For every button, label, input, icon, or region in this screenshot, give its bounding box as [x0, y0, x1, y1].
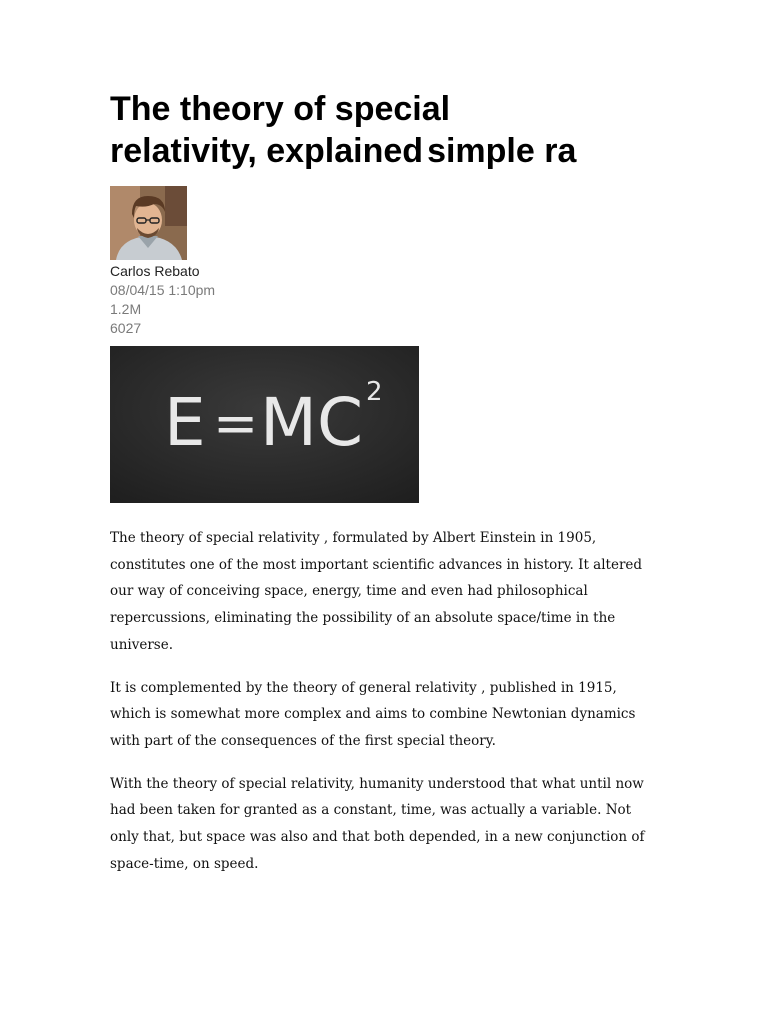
author-name[interactable]: Carlos Rebato: [110, 263, 200, 279]
article-title-line-1: The theory of special: [110, 90, 451, 128]
author-photo-icon: [110, 186, 187, 260]
view-count: 1.2M: [110, 301, 142, 317]
article-title-line-2: [110, 130, 670, 172]
formula-text: [164, 377, 383, 461]
formula-right: MC: [260, 384, 364, 461]
formula-exponent: 2: [366, 377, 383, 407]
paragraph-1: The theory of special relativity , formulated by Albert Einstein in 1905, constitutes one of the most important scientific advances in history. It altered our way of conceiving space, energy, time and even had philosophical repercussions, eliminating the possibility of an absolute space/time in the universe.: [110, 530, 643, 653]
publish-date: 08/04/15 1:10pm: [110, 282, 216, 298]
article-title-line-2-part-a: relativity, explained: [110, 132, 424, 170]
article-body: [110, 525, 660, 893]
share-count: 6027: [110, 320, 142, 336]
chalkboard-formula-image: [110, 346, 419, 503]
hero-image: [110, 346, 419, 503]
article-title-line-2-part-b: simple ra: [427, 132, 577, 170]
author-avatar[interactable]: [110, 186, 187, 260]
formula-equals: =: [213, 392, 259, 455]
paragraph-3: With the theory of special relativity, humanity understood that what until now had been taken for granted as a constant, time, was actually a variable. Not only that, but space was also and that both depended, in a new conjunction of space-time, on speed.: [110, 775, 645, 872]
formula-left: E: [164, 384, 206, 461]
article-title: [110, 88, 670, 172]
paragraph-2: It is complemented by the theory of general relativity , published in 1915, which is somewhat more complex and aims to combine Newtonian dynamics with part of the consequences of the first special theory.: [110, 679, 636, 749]
